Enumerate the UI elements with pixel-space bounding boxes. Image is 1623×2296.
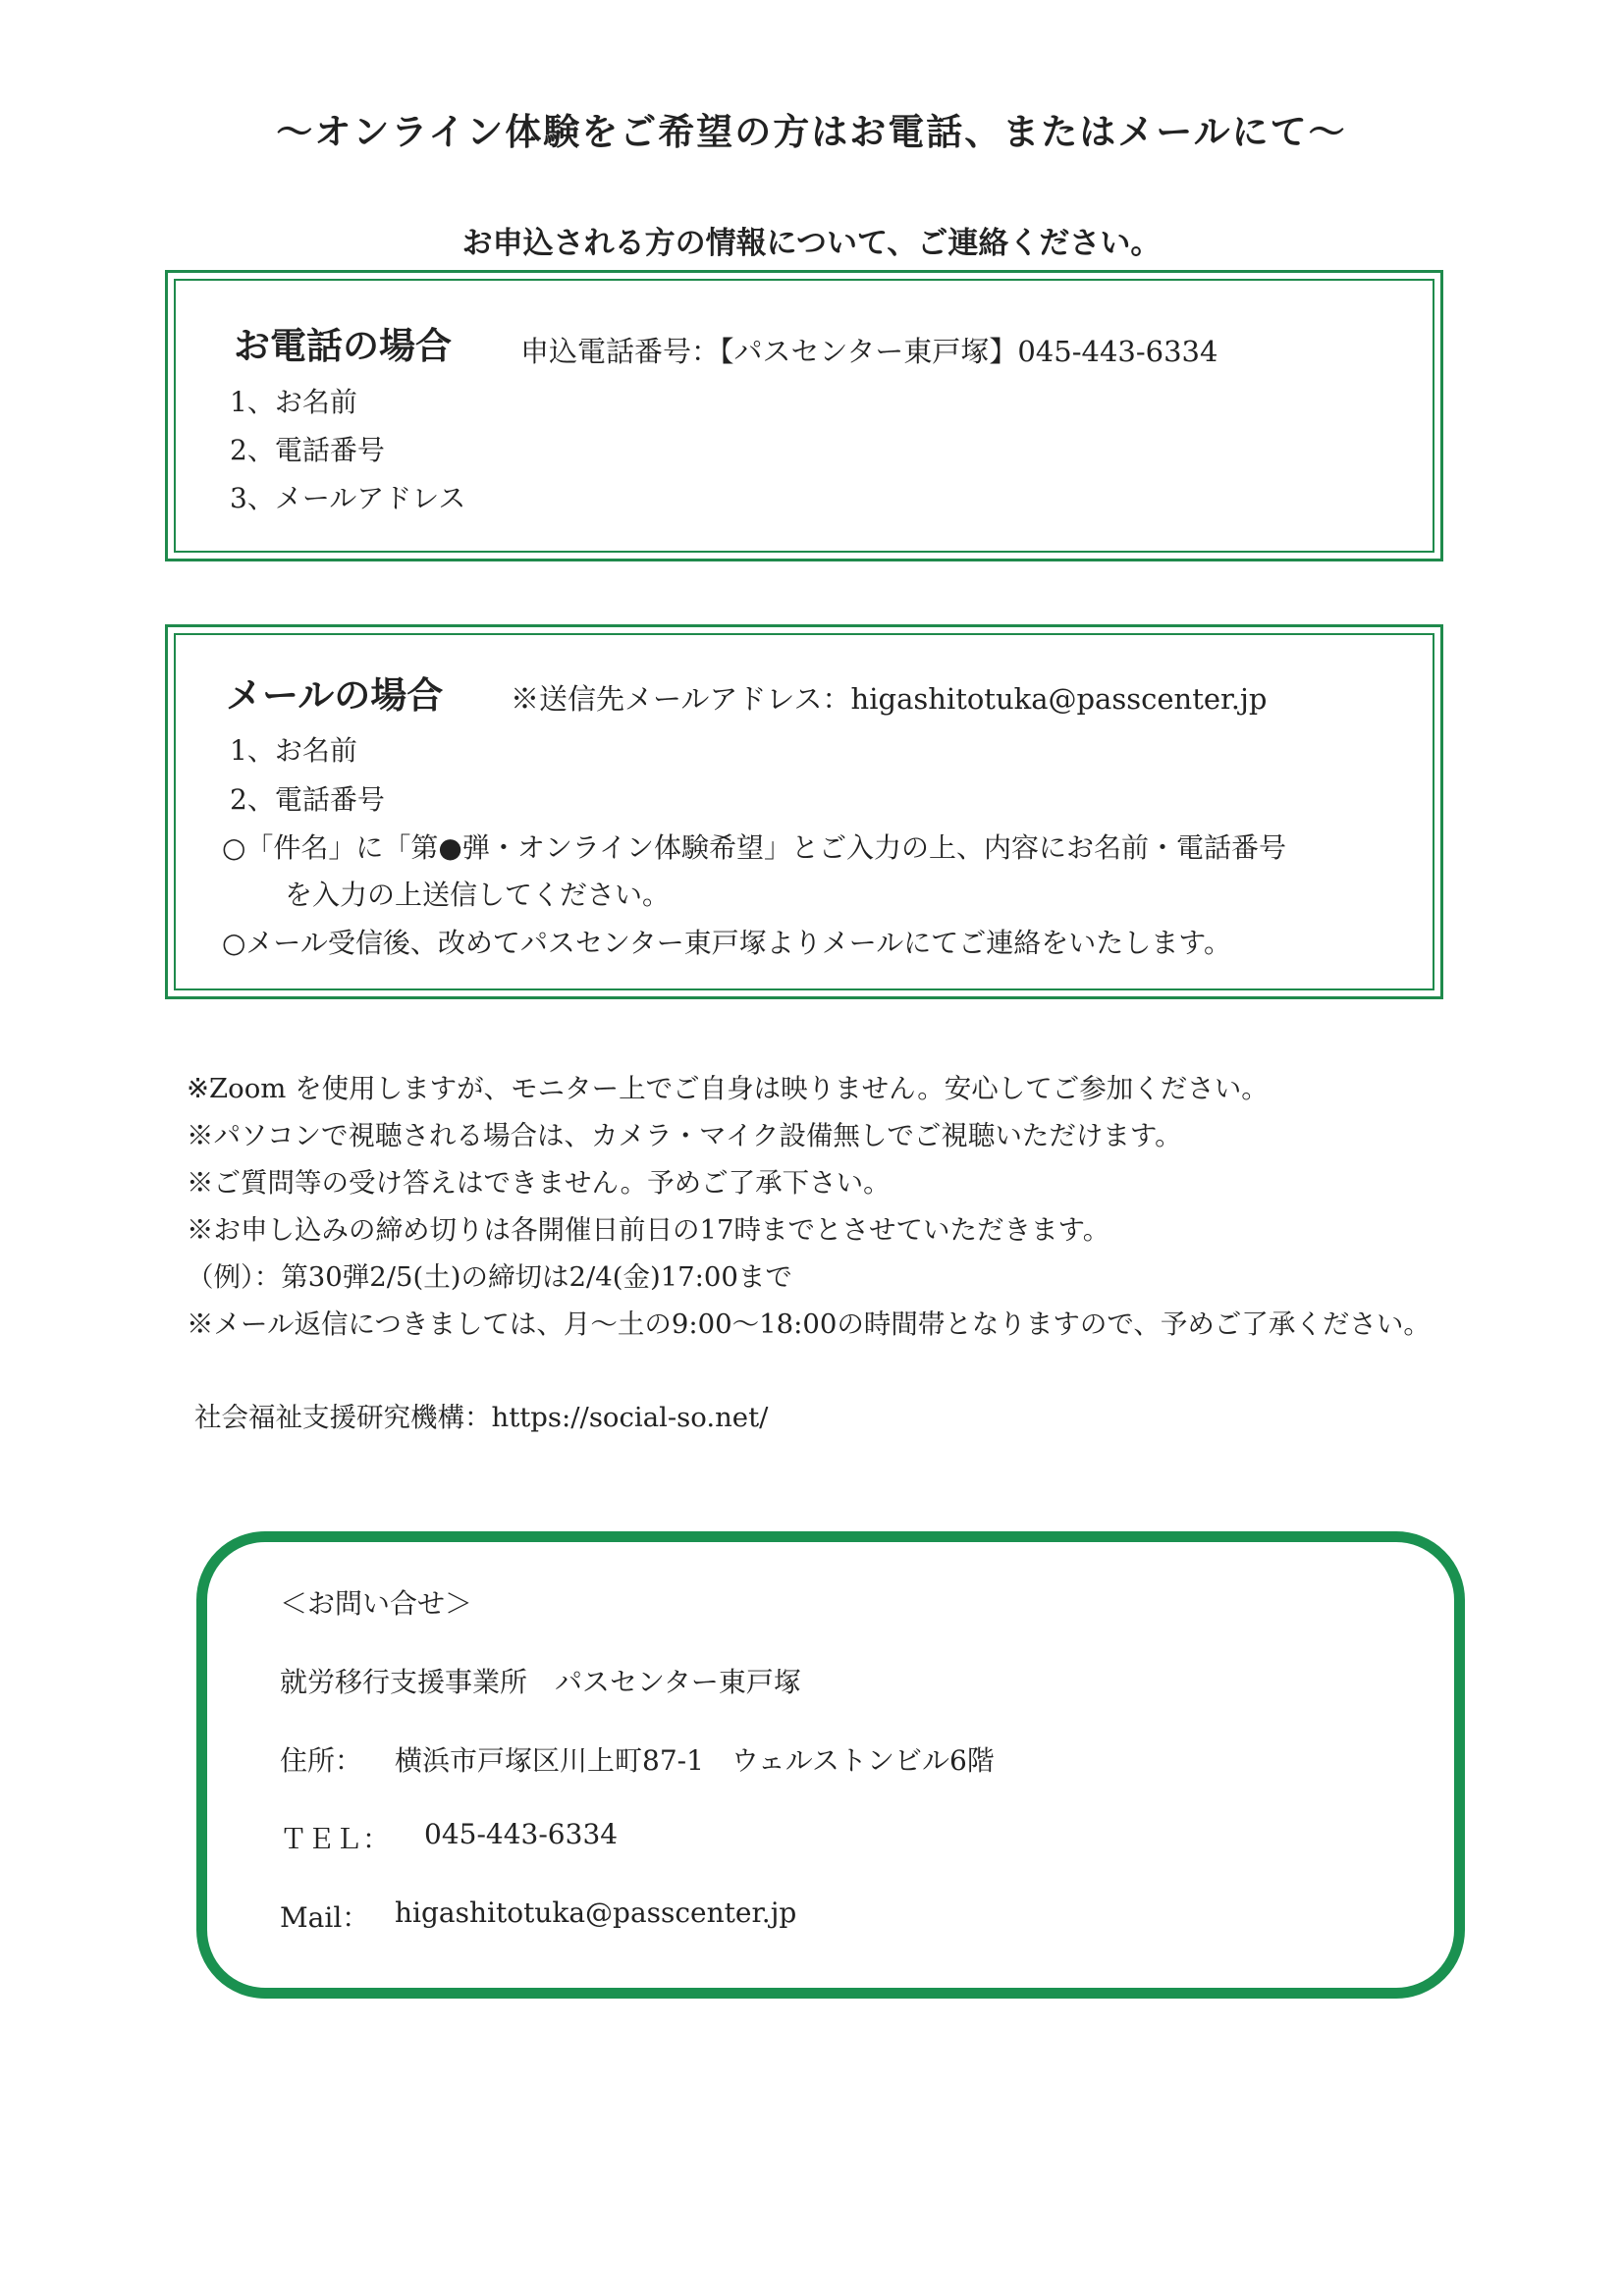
mail-instruction-subject-cont: を入力の上送信してください。 (285, 879, 671, 911)
note-reply-hours: ※メール返信につきましては、月〜土の9:00〜18:00の時間帯となりますので、予めご了承ください。 (187, 1308, 1431, 1340)
mail-instruction-subject: ○「件名」に「第●弾・オンライン体験希望」とご入力の上、内容にお名前・電話番号 (222, 831, 1287, 864)
mail-label: Mail： (280, 1901, 370, 1934)
phone-item-phone: 2、電話番号 (230, 434, 385, 466)
phone-item-name: 1、お名前 (230, 386, 357, 418)
notes-list (187, 1065, 1431, 1348)
tel-value[interactable]: 045-443-6334 (424, 1818, 619, 1850)
mail-value[interactable]: higashitotuka@passcenter.jp (395, 1896, 797, 1929)
note-deadline: ※お申し込みの締め切りは各開催日前日の17時までとさせていただきます。 (187, 1214, 1110, 1246)
mail-item-phone: 2、電話番号 (230, 783, 385, 816)
address-value: 横浜市戸塚区川上町87-1 ウェルストンビル6階 (395, 1744, 995, 1777)
mail-heading: メールの場合 (226, 674, 444, 717)
facility-name: 就労移行支援事業所 パスセンター東戸塚 (280, 1666, 801, 1698)
page-title: 〜オンライン体験をご希望の方はお電話、またはメールにて〜 (276, 111, 1347, 153)
note-pc: ※パソコンで視聴される場合は、カメラ・マイク設備無しでご視聴いただけます。 (187, 1120, 1182, 1151)
organization-link[interactable]: 社会福祉支援研究機構：https://social-so.net/ (194, 1402, 769, 1433)
contact-heading: ＜お問い合せ＞ (280, 1587, 473, 1620)
mail-instruction-reply: ○メール受信後、改めてパスセンター東戸塚よりメールにてご連絡をいたします。 (222, 927, 1231, 959)
mail-item-name: 1、お名前 (230, 734, 357, 767)
note-questions: ※ご質問等の受け答えはできません。予めご了承下さい。 (187, 1167, 891, 1199)
tel-label: ＴＥＬ： (280, 1823, 391, 1855)
phone-heading: お電話の場合 (234, 325, 452, 367)
note-zoom: ※Zoom を使用しますが、モニター上でご自身は映りません。安心してご参加ください。 (187, 1073, 1269, 1104)
phone-number-info: 申込電話番号：【パスセンター東戸塚】045-443-6334 (520, 335, 1218, 368)
page-subtitle: お申込される方の情報について、ご連絡ください。 (461, 226, 1162, 261)
address-label: 住所： (280, 1744, 363, 1777)
note-example: （例）：第30弾2/5(土)の締切は2/4(金)17:00まで (187, 1261, 792, 1293)
mail-address-info: ※送信先メールアドレス：higashitotuka@passcenter.jp (511, 682, 1268, 716)
phone-item-email: 3、メールアドレス (230, 482, 466, 514)
